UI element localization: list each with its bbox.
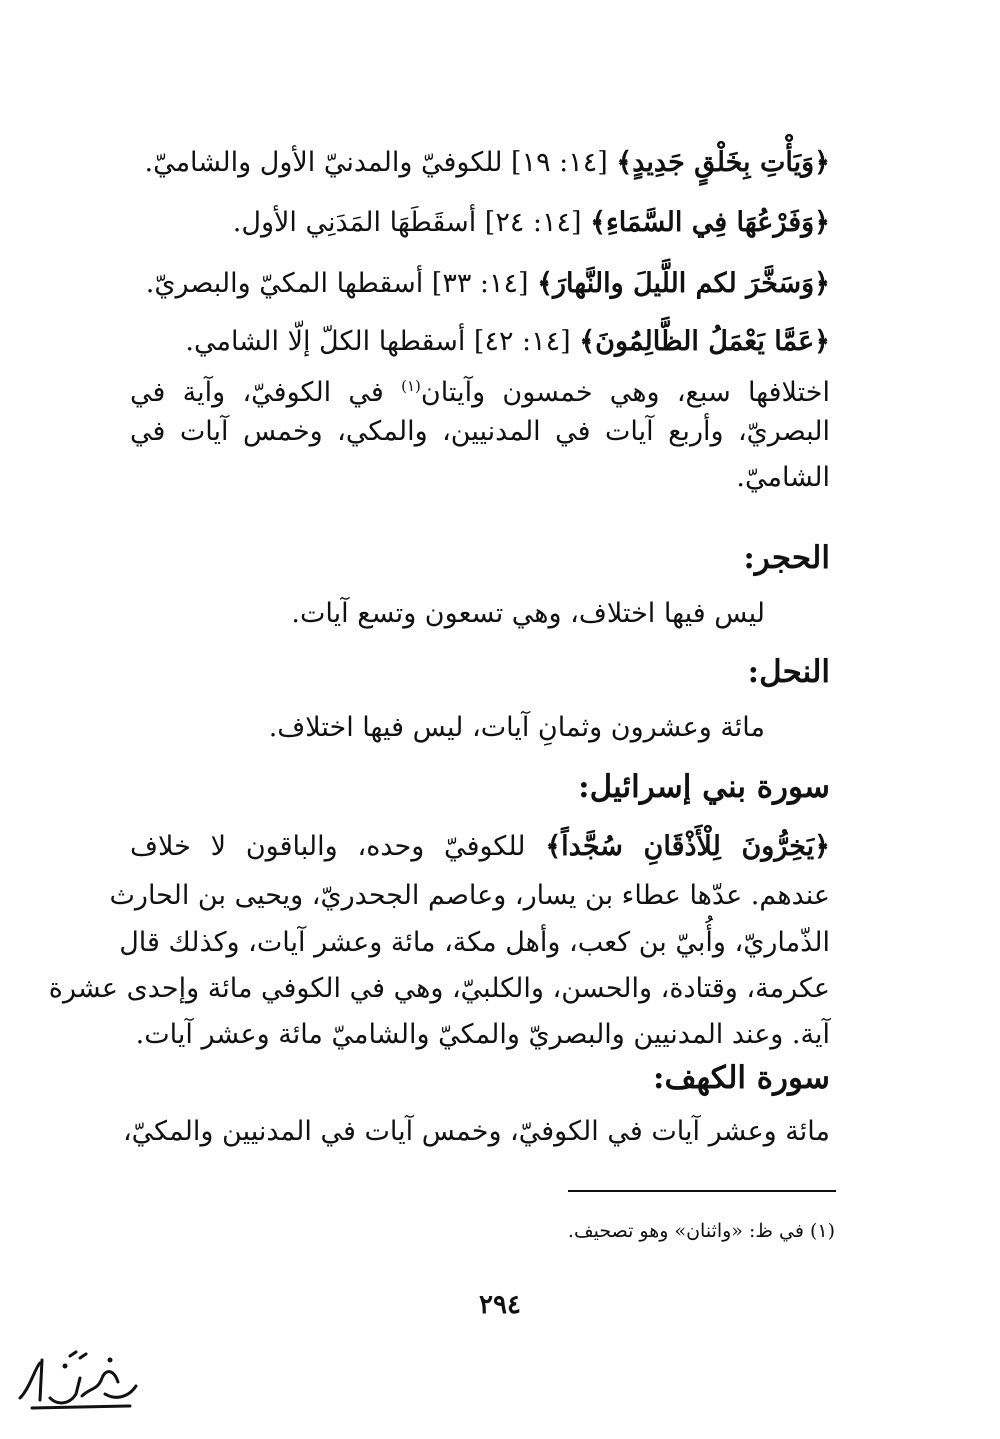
line-text: [١٤: ٤٢] أسقطها الكلّ إلّا الشامي. (185, 326, 580, 357)
line-text: مائة وعشر آيات في الكوفيّ، وخمس آيات في المدنيين والمكيّ، (122, 1116, 830, 1147)
line-text: آية. وعند المدنيين والبصريّ والمكيّ والشاميّ مائة وعشر آيات. (135, 1019, 830, 1050)
paragraph-line (109, 876, 830, 916)
section-heading-isra: سورة بني إسرائيل: (578, 769, 830, 805)
section-heading-nahl: النحل: (747, 654, 830, 690)
logo-icon (10, 1348, 145, 1418)
text-line (185, 322, 830, 362)
paragraph-line (119, 923, 830, 963)
text-line (233, 203, 830, 243)
line-text: للكوفيّ وحده، والباقون لا خلاف (130, 831, 546, 862)
quran-quote: ﴿يَخِرُّونَ لِلْأَذْقَانِ سُجَّداً﴾ (545, 831, 831, 862)
line-text: الذّماريّ، وأُبيّ بن كعب، وأهل مكة، مائة وعشر آيات، وكذلك قال (119, 927, 830, 958)
line-text: اختلافها سبع، وهي خمسون وآيتان (420, 377, 830, 408)
section-text-nahl: مائة وعشرون وثمانِ آيات، ليس فيها اختلاف. (268, 712, 765, 743)
text-line (145, 143, 831, 183)
paragraph-line (736, 458, 830, 498)
line-text: في الكوفيّ، وآية في (130, 377, 402, 408)
line-text: عندهم. عدّها عطاء بن يسار، وعاصم الجحدريّ، ويحيى بن الحارث (109, 880, 830, 911)
paragraph-line (48, 969, 830, 1009)
line-text: عكرمة، وقتادة، والحسن، والكلبيّ، وهي في الكوفي مائة وإحدى عشرة (48, 973, 830, 1004)
section-heading-kahf: سورة الكهف: (653, 1060, 830, 1096)
page-number: ٢٩٤ (479, 1290, 521, 1320)
footnote: (١) في ظ: «واثنان» وهو تصحيف. (567, 1220, 835, 1242)
quran-quote: ﴿وَيَأْتِ بِخَلْقٍ جَدِيدٍ﴾ (616, 147, 830, 178)
line-text: الشاميّ. (736, 462, 830, 493)
line-text: البصريّ، وأربع آيات في المدنيين، والمكي، وخمس آيات في (130, 416, 830, 447)
quran-quote: ﴿وَسَخَّرَ لكم اللَّيلَ والنَّهارَ﴾ (537, 268, 830, 299)
paragraph-line (122, 1112, 830, 1152)
quran-quote: ﴿وَفَرْعُهَا فِي السَّمَاءِ﴾ (590, 207, 830, 238)
paragraph-line (130, 827, 830, 867)
footnote-marker: (١) (401, 377, 421, 395)
quran-quote: ﴿عَمَّا يَعْمَلُ الظَّالِمُونَ﴾ (579, 326, 830, 357)
logo-calligraphy (10, 1348, 145, 1418)
line-text: [١٤: ٣٣] أسقطها المكيّ والبصريّ. (145, 268, 538, 299)
text-line (146, 264, 830, 304)
line-text: [١٤: ١٩] للكوفيّ والمدنيّ الأول والشاميّ. (144, 147, 617, 178)
section-heading-hijr: الحجر: (743, 540, 830, 576)
footnote-divider (568, 1190, 836, 1192)
section-text-hijr: ليس فيها اختلاف، وهي تسعون وتسع آيات. (291, 598, 765, 629)
paragraph-line (130, 412, 830, 452)
paragraph-line (136, 1015, 830, 1055)
paragraph-line (130, 366, 830, 413)
line-text: [١٤: ٢٤] أسقَطَهَا المَدَنِي الأول. (232, 207, 591, 238)
